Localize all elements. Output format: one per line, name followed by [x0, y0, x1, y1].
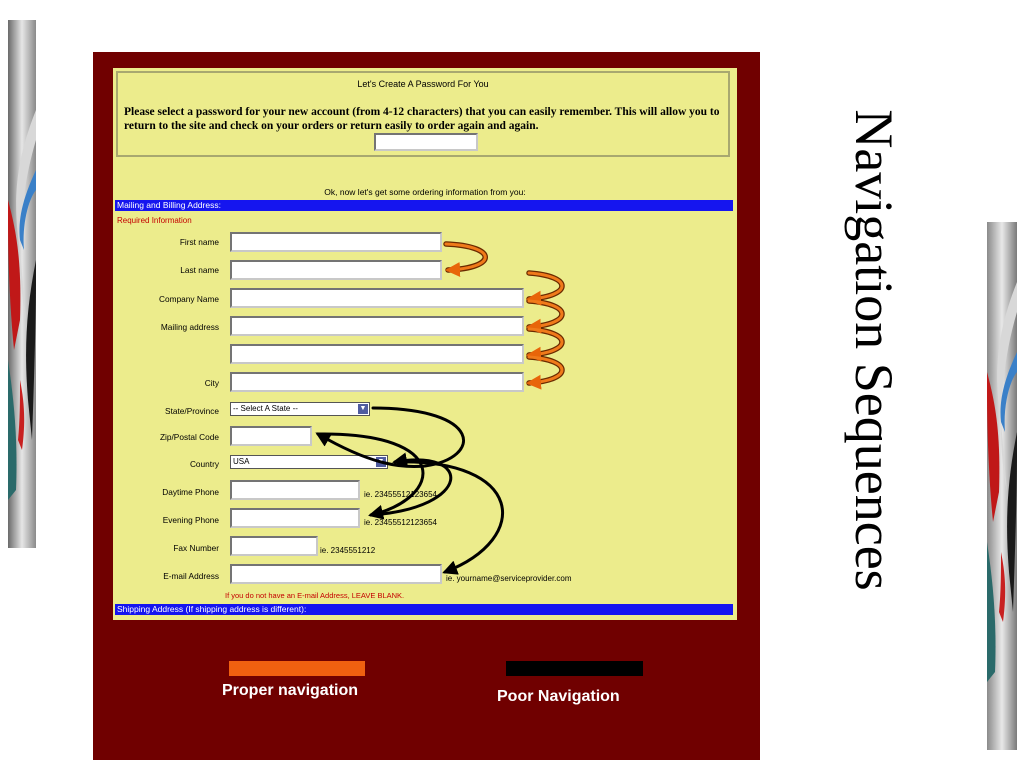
proper-navigation-arrows — [446, 244, 562, 383]
country-selected-value: USA — [233, 457, 250, 466]
shipping-section-header: Shipping Address (If shipping address is different): — [115, 604, 733, 615]
password-heading: Let's Create A Password For You — [357, 79, 489, 89]
slide-title-text: Navigation Sequences — [844, 109, 904, 591]
proper-navigation-label: Proper navigation — [222, 682, 359, 699]
order-form-screenshot — [113, 68, 737, 620]
slide-title — [826, 60, 922, 640]
fax-label: Fax Number — [173, 543, 219, 553]
state-selected-value: -- Select A State -- — [233, 404, 298, 413]
city-label: City — [204, 378, 219, 388]
dropdown-arrow-icon[interactable]: ▼ — [377, 458, 385, 465]
email-label: E-mail Address — [163, 571, 219, 581]
mailing-section-header: Mailing and Billing Address: — [115, 200, 733, 211]
evening-phone-hint: ie. 23455512123654 — [364, 518, 437, 527]
ordering-intro: Ok, now let's get some ordering information from you: — [324, 187, 526, 197]
proper-navigation-swatch — [229, 661, 365, 676]
mailing-address-label: Mailing address — [160, 322, 219, 332]
navigation-arrows — [113, 68, 737, 620]
state-label: State/Province — [165, 406, 219, 416]
dropdown-arrow-icon[interactable]: ▼ — [359, 405, 367, 412]
poor-navigation-label: Poor Navigation — [497, 688, 620, 705]
required-info-note: Required Information — [117, 216, 192, 225]
poor-navigation-swatch — [506, 661, 643, 676]
first-name-label: First name — [179, 237, 219, 247]
last-name-label: Last name — [180, 265, 219, 275]
email-hint: ie. yourname@serviceprovider.com — [446, 574, 572, 583]
slide-frame — [93, 52, 760, 760]
email-blank-note: If you do not have an E-mail Address, LEAVE BLANK. — [225, 591, 405, 600]
daytime-phone-label: Daytime Phone — [162, 487, 219, 497]
company-name-label: Company Name — [159, 294, 219, 304]
poor-navigation-arrows — [318, 408, 503, 572]
decorative-side-strip-right — [987, 222, 1017, 750]
daytime-phone-hint: ie. 23455512123654 — [364, 490, 437, 499]
decorative-side-strip-left — [8, 20, 36, 548]
evening-phone-label: Evening Phone — [162, 515, 219, 525]
fax-hint: ie. 2345551212 — [320, 546, 376, 555]
zip-label: Zip/Postal Code — [159, 432, 219, 442]
password-description: Please select a password for your new account (from 4-12 characters) that you can easily remember. This will allow you to return to the site and check on your orders or return easily to order again and again. — [124, 106, 720, 132]
country-label: Country — [189, 459, 219, 469]
